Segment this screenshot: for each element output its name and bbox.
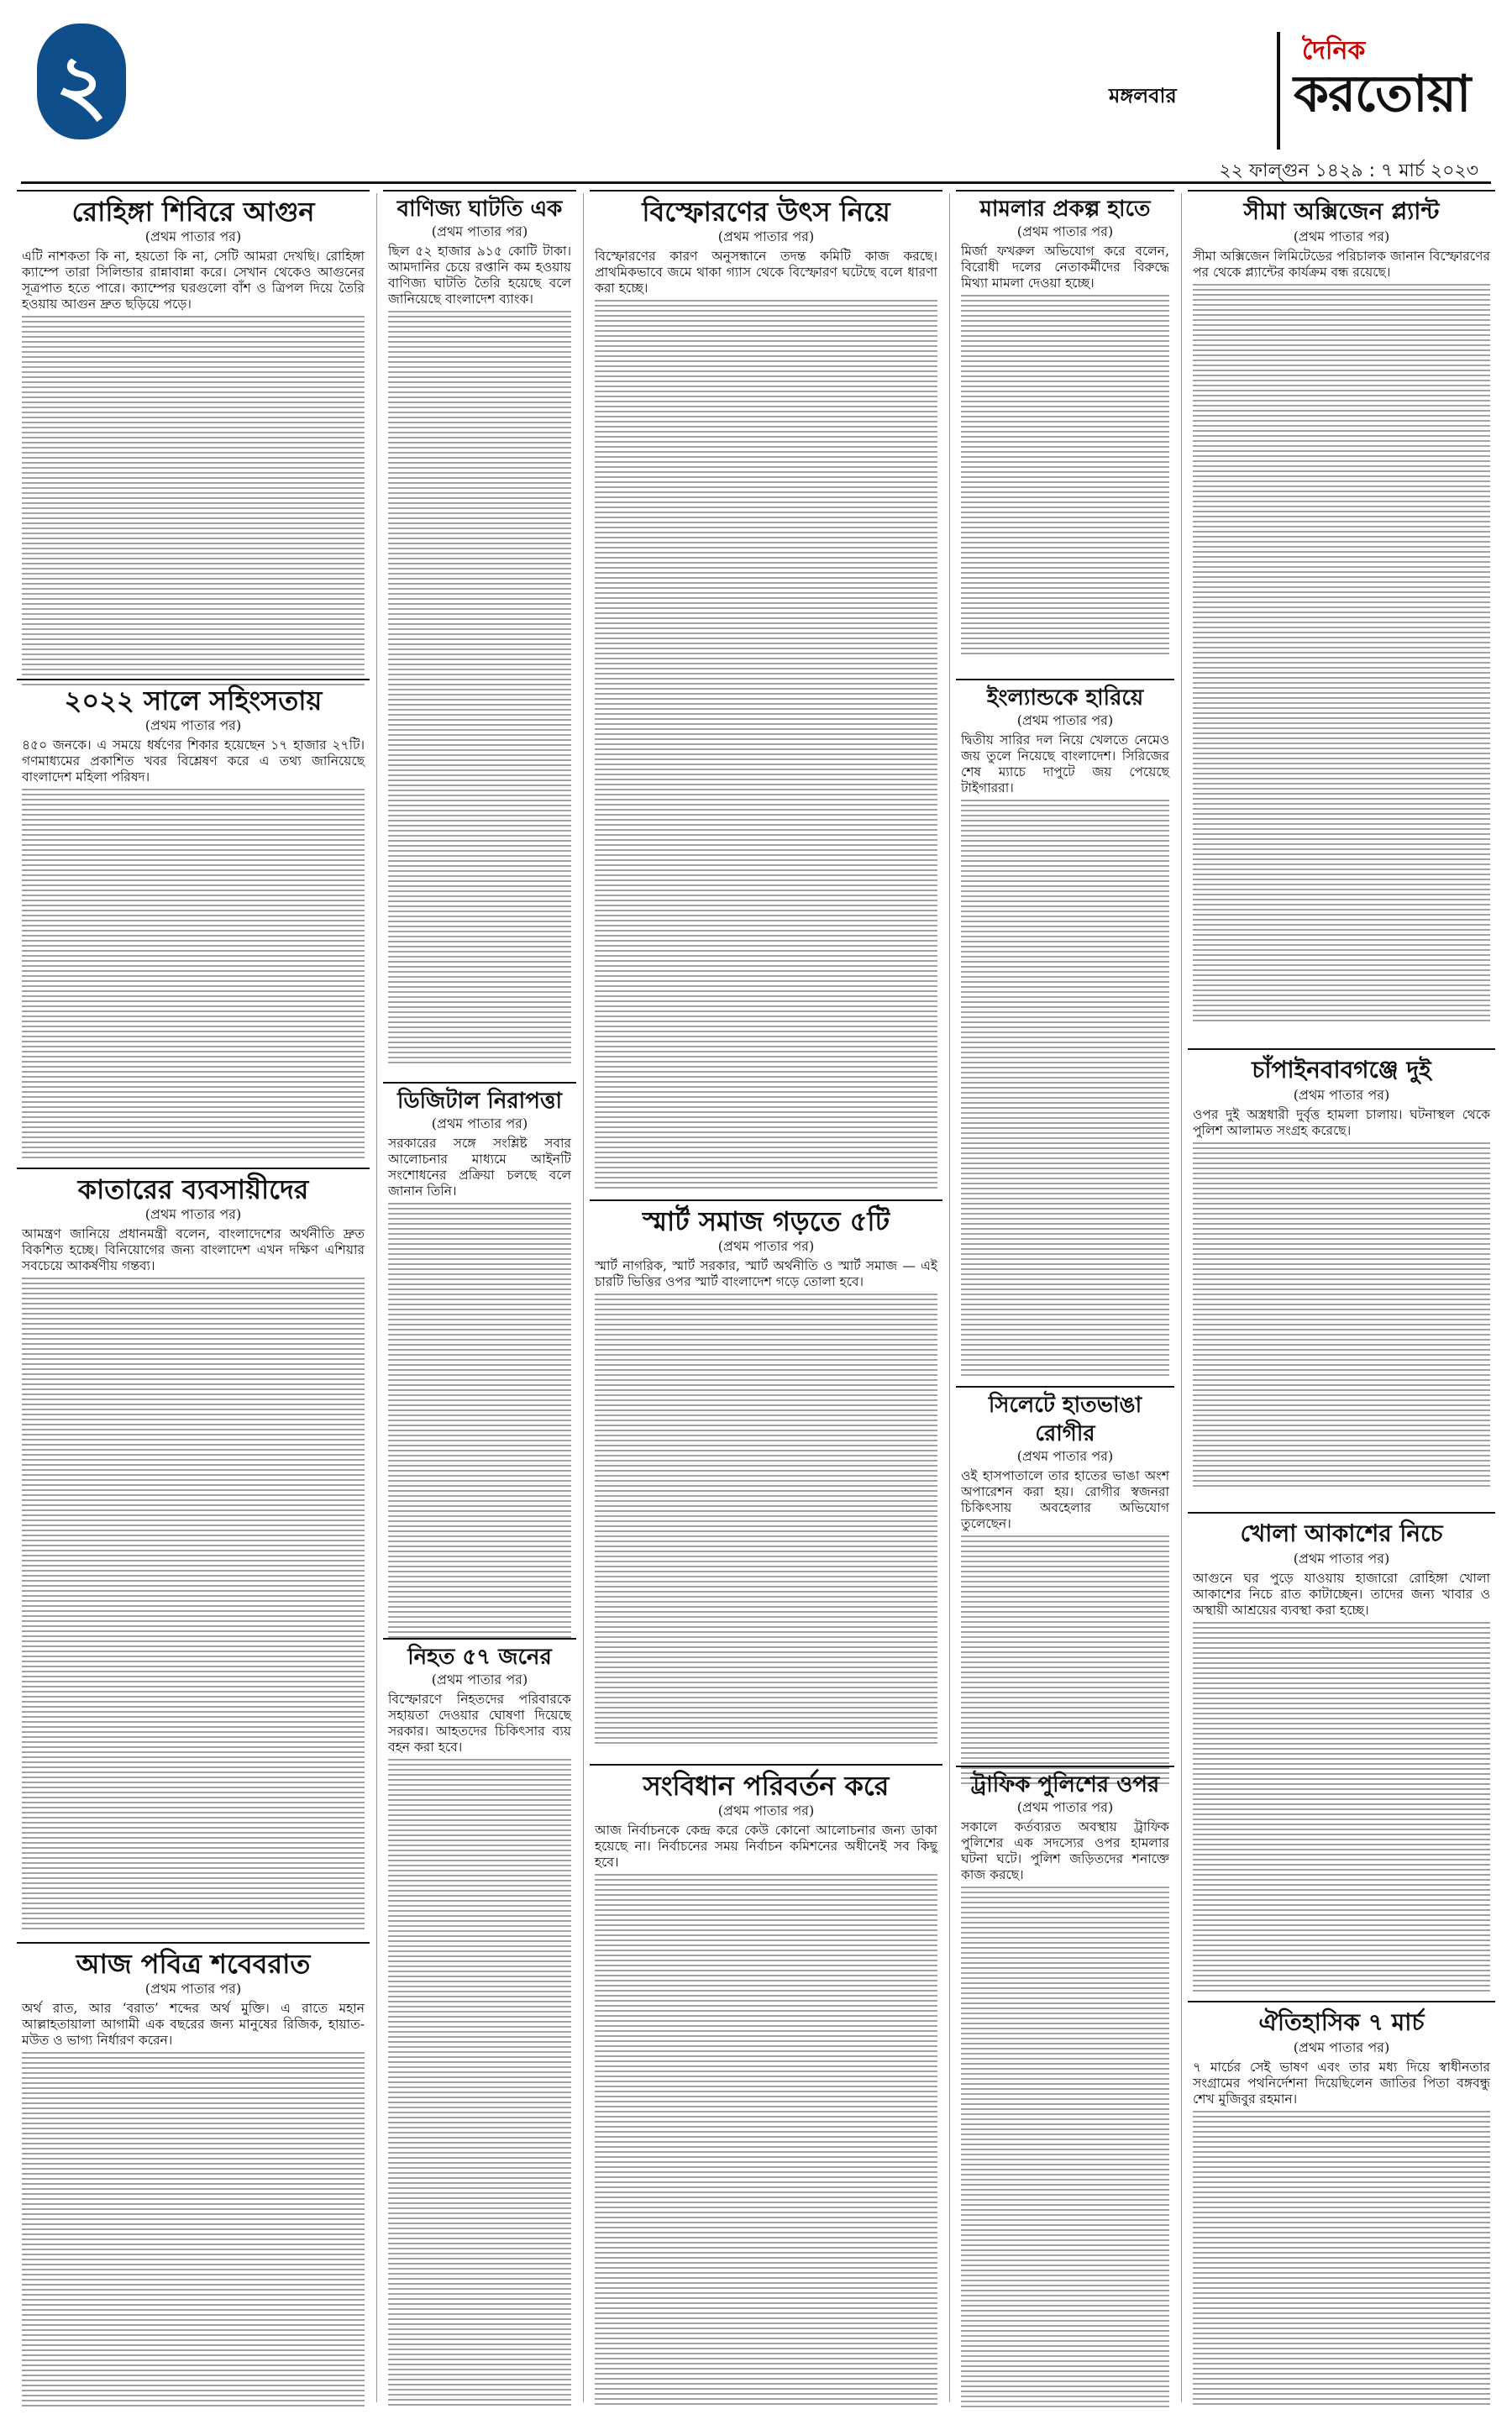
story-57-killed	[383, 1638, 576, 2404]
story-text-block	[1193, 1142, 1490, 1487]
story-body: ওই হাসপাতালে তার হাতের ভাঙা অংশ অপারেশন করা হয়। রোগীর স্বজনরা চিকিৎসায় অবহেলার অভিযোগ তুলেছেন।	[961, 1468, 1169, 1531]
column-rule	[1181, 193, 1182, 2402]
story-continuation: (প্রথম পাতার পর)	[431, 1672, 528, 1687]
story-continuation: (প্রথম পাতার পর)	[717, 1803, 815, 1819]
story-smart-society	[590, 1199, 942, 1756]
story-body: আজ নির্বাচনকে কেন্দ্র করে কেউ কোনো আলোচনার জন্য ডাকা হয়েছে না। নির্বাচনের সময় নির্বাচন কমিশনের অধীনেই সব কিছু হবে।	[595, 1823, 937, 1870]
story-headline: ঐতিহাসিক ৭ মার্চ	[1258, 2008, 1425, 2036]
story-continuation: (প্রথম পাতার পর)	[1016, 1448, 1114, 1464]
column-rule	[583, 193, 584, 2402]
story-text-block	[595, 1874, 937, 2407]
story-body: স্মার্ট নাগরিক, স্মার্ট সরকার, স্মার্ট অর্থনীতি ও স্মার্ট সমাজ — এই চারটি ভিত্তির ওপর স্মার্ট বাংলাদেশ গড়ে তোলা হবে।	[595, 1258, 937, 1289]
page-number-icon	[32, 18, 131, 144]
story-text-block	[22, 1278, 365, 1933]
story-headline: ইংল্যান্ডকে হারিয়ে	[986, 685, 1144, 711]
story-constitution-change	[590, 1764, 942, 2407]
story-body: এটি নাশকতা কি না, হয়তো কি না, সেটি আমরা দেখছি। রোহিঙ্গা ক্যাম্পে তারা সিলিন্ডার রান্নাবান্না করে। সেখান থেকেও আগুনের সূত্রপাত হতে পারে। ক্যাম্পের ঘরগুলো বাঁশ ও ত্রিপল দিয়ে তৈরি হওয়ায় আগুন দ্রুত ছড়িয়ে পড়ে।	[22, 249, 365, 312]
story-continuation: (প্রথম পাতার পর)	[144, 1981, 242, 1997]
column-2	[383, 190, 576, 2407]
story-open-sky	[1188, 1512, 1495, 1992]
story-continuation: (প্রথম পাতার পর)	[1293, 2039, 1390, 2055]
story-body: ওপর দুই অস্ত্রধারী দুর্বৃত্ত হামলা চালায়। ঘটনাস্থল থেকে পুলিশ আলামত সংগ্রহ করেছে।	[1193, 1107, 1490, 1138]
issue-date: ২২ ফাল্গুন ১৪২৯ : ৭ মার্চ ২০২৩	[1219, 160, 1478, 181]
story-body: ছিল ৫২ হাজার ৯১৫ কোটি টাকা। আমদানির চেয়ে রপ্তানি কম হওয়ায় বাণিজ্য ঘাটতি তৈরি হয়েছে বলে জানিয়েছে বাংলাদেশ ব্যাংক।	[388, 244, 571, 307]
story-headline: সীমা অক্সিজেন প্ল্যান্ট	[1243, 197, 1440, 225]
masthead	[0, 0, 1512, 181]
newspaper-brand	[1109, 15, 1470, 150]
story-headline: বিস্ফোরণের উৎস নিয়ে	[642, 196, 890, 228]
story-continuation: (প্রথম পাতার পর)	[1016, 712, 1114, 728]
column-1	[17, 190, 370, 2407]
story-body: সরকারের সঙ্গে সংশ্লিষ্ট সবার আলোচনার মাধ্যমে আইনটি সংশোধনের প্রক্রিয়া চলছে বলে জানান তিনি।	[388, 1136, 571, 1199]
story-text-block	[22, 2052, 365, 2407]
story-headline: মামলার প্রকল্প হাতে	[979, 197, 1151, 222]
story-continuation: (প্রথম পাতার পর)	[144, 228, 242, 244]
story-continuation: (প্রথম পাতার পর)	[717, 1238, 815, 1254]
story-continuation: (প্রথম পাতার পর)	[144, 1206, 242, 1222]
story-case-project	[956, 190, 1174, 670]
story-text-block	[961, 1887, 1169, 2407]
story-seema-oxygen	[1188, 190, 1495, 1040]
story-continuation: (প্রথম পাতার পর)	[1293, 228, 1390, 244]
story-text-block	[22, 789, 365, 1158]
story-headline: নিহত ৫৭ জনের	[407, 1645, 552, 1670]
story-body: আমন্ত্রণ জানিয়ে প্রধানমন্ত্রী বলেন, বাংলাদেশের অর্থনীতি দ্রুত বিকশিত হচ্ছে। বিনিয়োগের জন্য বাংলাদেশ এখন দক্ষিণ এশিয়ার সবচেয়ে আকর্ষণীয় গন্তব্য।	[22, 1226, 365, 1273]
story-body: সীমা অক্সিজেন লিমিটেডের পরিচালক জানান বিস্ফোরণের পর থেকে প্ল্যান্টের কার্যক্রম বন্ধ রয়েছে।	[1193, 249, 1490, 280]
column-rule	[376, 193, 377, 2402]
story-digital-security	[383, 1082, 576, 1630]
story-text-block	[388, 1759, 571, 2407]
story-continuation: (প্রথম পাতার পর)	[1016, 1799, 1114, 1815]
story-body: দ্বিতীয় সারির দল নিয়ে খেলতে নেমেও জয় তুলে নিয়েছে বাংলাদেশ। সিরিজের শেষ ম্যাচে দাপুটে জয় পেয়েছে টাইগাররা।	[961, 732, 1169, 795]
story-rohingya-fire	[17, 190, 370, 670]
story-continuation: (প্রথম পাতার পর)	[431, 223, 528, 239]
column-4	[956, 190, 1174, 2407]
story-headline: চাঁপাইনবাবগঞ্জে দুই	[1252, 1056, 1431, 1084]
story-continuation: (প্রথম পাতার পর)	[1016, 223, 1114, 239]
logo-prefix: দৈনিক	[1302, 36, 1366, 66]
story-text-block	[388, 1203, 571, 1640]
story-qatar-business	[17, 1168, 370, 1934]
story-continuation: (প্রথম পাতার পর)	[717, 228, 815, 244]
story-trade-deficit	[383, 190, 576, 1073]
story-explosion-source	[590, 190, 942, 1191]
story-continuation: (প্রথম পাতার পর)	[1293, 1551, 1390, 1567]
column-3	[590, 190, 942, 2407]
story-text-block	[595, 1294, 937, 1747]
story-beating-england	[956, 679, 1174, 1378]
story-text-block	[1193, 1622, 1490, 1992]
story-text-block	[1193, 2111, 1490, 2407]
story-body: ৭ মার্চের সেই ভাষণ এবং তার মধ্য দিয়ে স্বাধীনতার সংগ্রামের পথনির্দেশনা দিয়েছিলেন জাতির পিতা বঙ্গবন্ধু শেখ মুজিবুর রহমান।	[1193, 2060, 1490, 2107]
story-body: বিস্ফোরণের কারণ অনুসন্ধানে তদন্ত কমিটি কাজ করছে। প্রাথমিকভাবে জমে থাকা গ্যাস থেকে বিস্ফোরণ ঘটেছে বলে ধারণা করা হচ্ছে।	[595, 249, 937, 296]
logo-title: করতোয়া	[1294, 65, 1471, 123]
story-text-block	[961, 800, 1169, 1379]
story-headline: ২০২২ সালে সহিংসতায়	[64, 685, 323, 716]
story-shab-e-barat	[17, 1942, 370, 2407]
story-headline: আজ পবিত্র শবেবরাত	[76, 1948, 311, 1980]
story-headline: বাণিজ্য ঘাটতি এক	[396, 197, 563, 222]
story-text-block	[961, 1535, 1169, 1787]
story-sylhet-patient	[956, 1386, 1174, 1757]
story-headline: ডিজিটাল নিরাপত্তা	[397, 1089, 562, 1114]
story-text-block	[22, 316, 365, 685]
column-5	[1188, 190, 1495, 2407]
story-headline: স্মার্ট সমাজ গড়তে ৫টি	[643, 1205, 890, 1237]
story-text-block	[388, 311, 571, 1067]
story-continuation: (প্রথম পাতার পর)	[1293, 1087, 1390, 1103]
column-rule	[949, 193, 950, 2402]
story-body: অর্থ রাত, আর ‘বরাত’ শব্দের অর্থ মুক্তি। এ রাতে মহান আল্লাহতায়ালা আগামী এক বছরের জন্য মানুষের রিজিক, হায়াত-মউত ও ভাগ্য নির্ধারণ করেন।	[22, 2001, 365, 2048]
story-body: আগুনে ঘর পুড়ে যাওয়ায় হাজারো রোহিঙ্গা খোলা আকাশের নিচে রাত কাটাচ্ছেন। তাদের জন্য খাবার ও অস্থায়ী আশ্রয়ের ব্যবস্থা করা হচ্ছে।	[1193, 1571, 1490, 1618]
story-body: ৪৫০ জনকে। এ সময়ে ধর্ষণের শিকার হয়েছেন ১৭ হাজার ২৭টি। গণমাধ্যমের প্রকাশিত খবর বিশ্লেষণ করে এ তথ্য জানিয়েছে বাংলাদেশ মহিলা পরিষদ।	[22, 737, 365, 785]
story-headline: খোলা আকাশের নিচে	[1240, 1519, 1443, 1547]
story-traffic-police	[956, 1766, 1174, 2407]
weekday: মঙ্গলবার	[1109, 84, 1177, 108]
story-text-block	[595, 300, 937, 1190]
story-headline: কাতারের ব্যবসায়ীদের	[77, 1173, 309, 1205]
story-continuation: (প্রথম পাতার পর)	[431, 1115, 528, 1131]
header-rule	[21, 181, 1491, 184]
story-chapainawabganj	[1188, 1048, 1495, 1504]
story-headline: ট্রাফিক পুলিশের ওপর	[970, 1772, 1160, 1798]
page-number-badge	[32, 18, 131, 144]
story-violence-2022	[17, 679, 370, 1159]
story-headline: সংবিধান পরিবর্তন করে	[643, 1770, 890, 1802]
story-body: বিস্ফোরণে নিহতদের পরিবারকে সহায়তা দেওয়ার ঘোষণা দিয়েছে সরকার। আহতদের চিকিৎসার ব্যয় বহন করা হবে।	[388, 1692, 571, 1755]
story-historic-7-march	[1188, 2001, 1495, 2407]
story-body: সকালে কর্তব্যরত অবস্থায় ট্রাফিক পুলিশের এক সদস্যের ওপর হামলার ঘটনা ঘটে। পুলিশ জড়িতদের শনাক্তে কাজ করছে।	[961, 1819, 1169, 1882]
story-headline: সিলেটে হাতভাঙা রোগীর	[988, 1393, 1142, 1446]
story-text-block	[1193, 284, 1490, 1023]
story-body: মির্জা ফখরুল অভিযোগ করে বলেন, বিরোধী দলের নেতাকর্মীদের বিরুদ্ধে মিথ্যা মামলা দেওয়া হচ্ছে।	[961, 244, 1169, 291]
story-text-block	[961, 295, 1169, 656]
brand-divider	[1277, 32, 1280, 150]
story-continuation: (প্রথম পাতার পর)	[144, 717, 242, 733]
page-number: ২	[55, 38, 108, 132]
story-headline: রোহিঙ্গা শিবিরে আগুন	[71, 196, 315, 228]
